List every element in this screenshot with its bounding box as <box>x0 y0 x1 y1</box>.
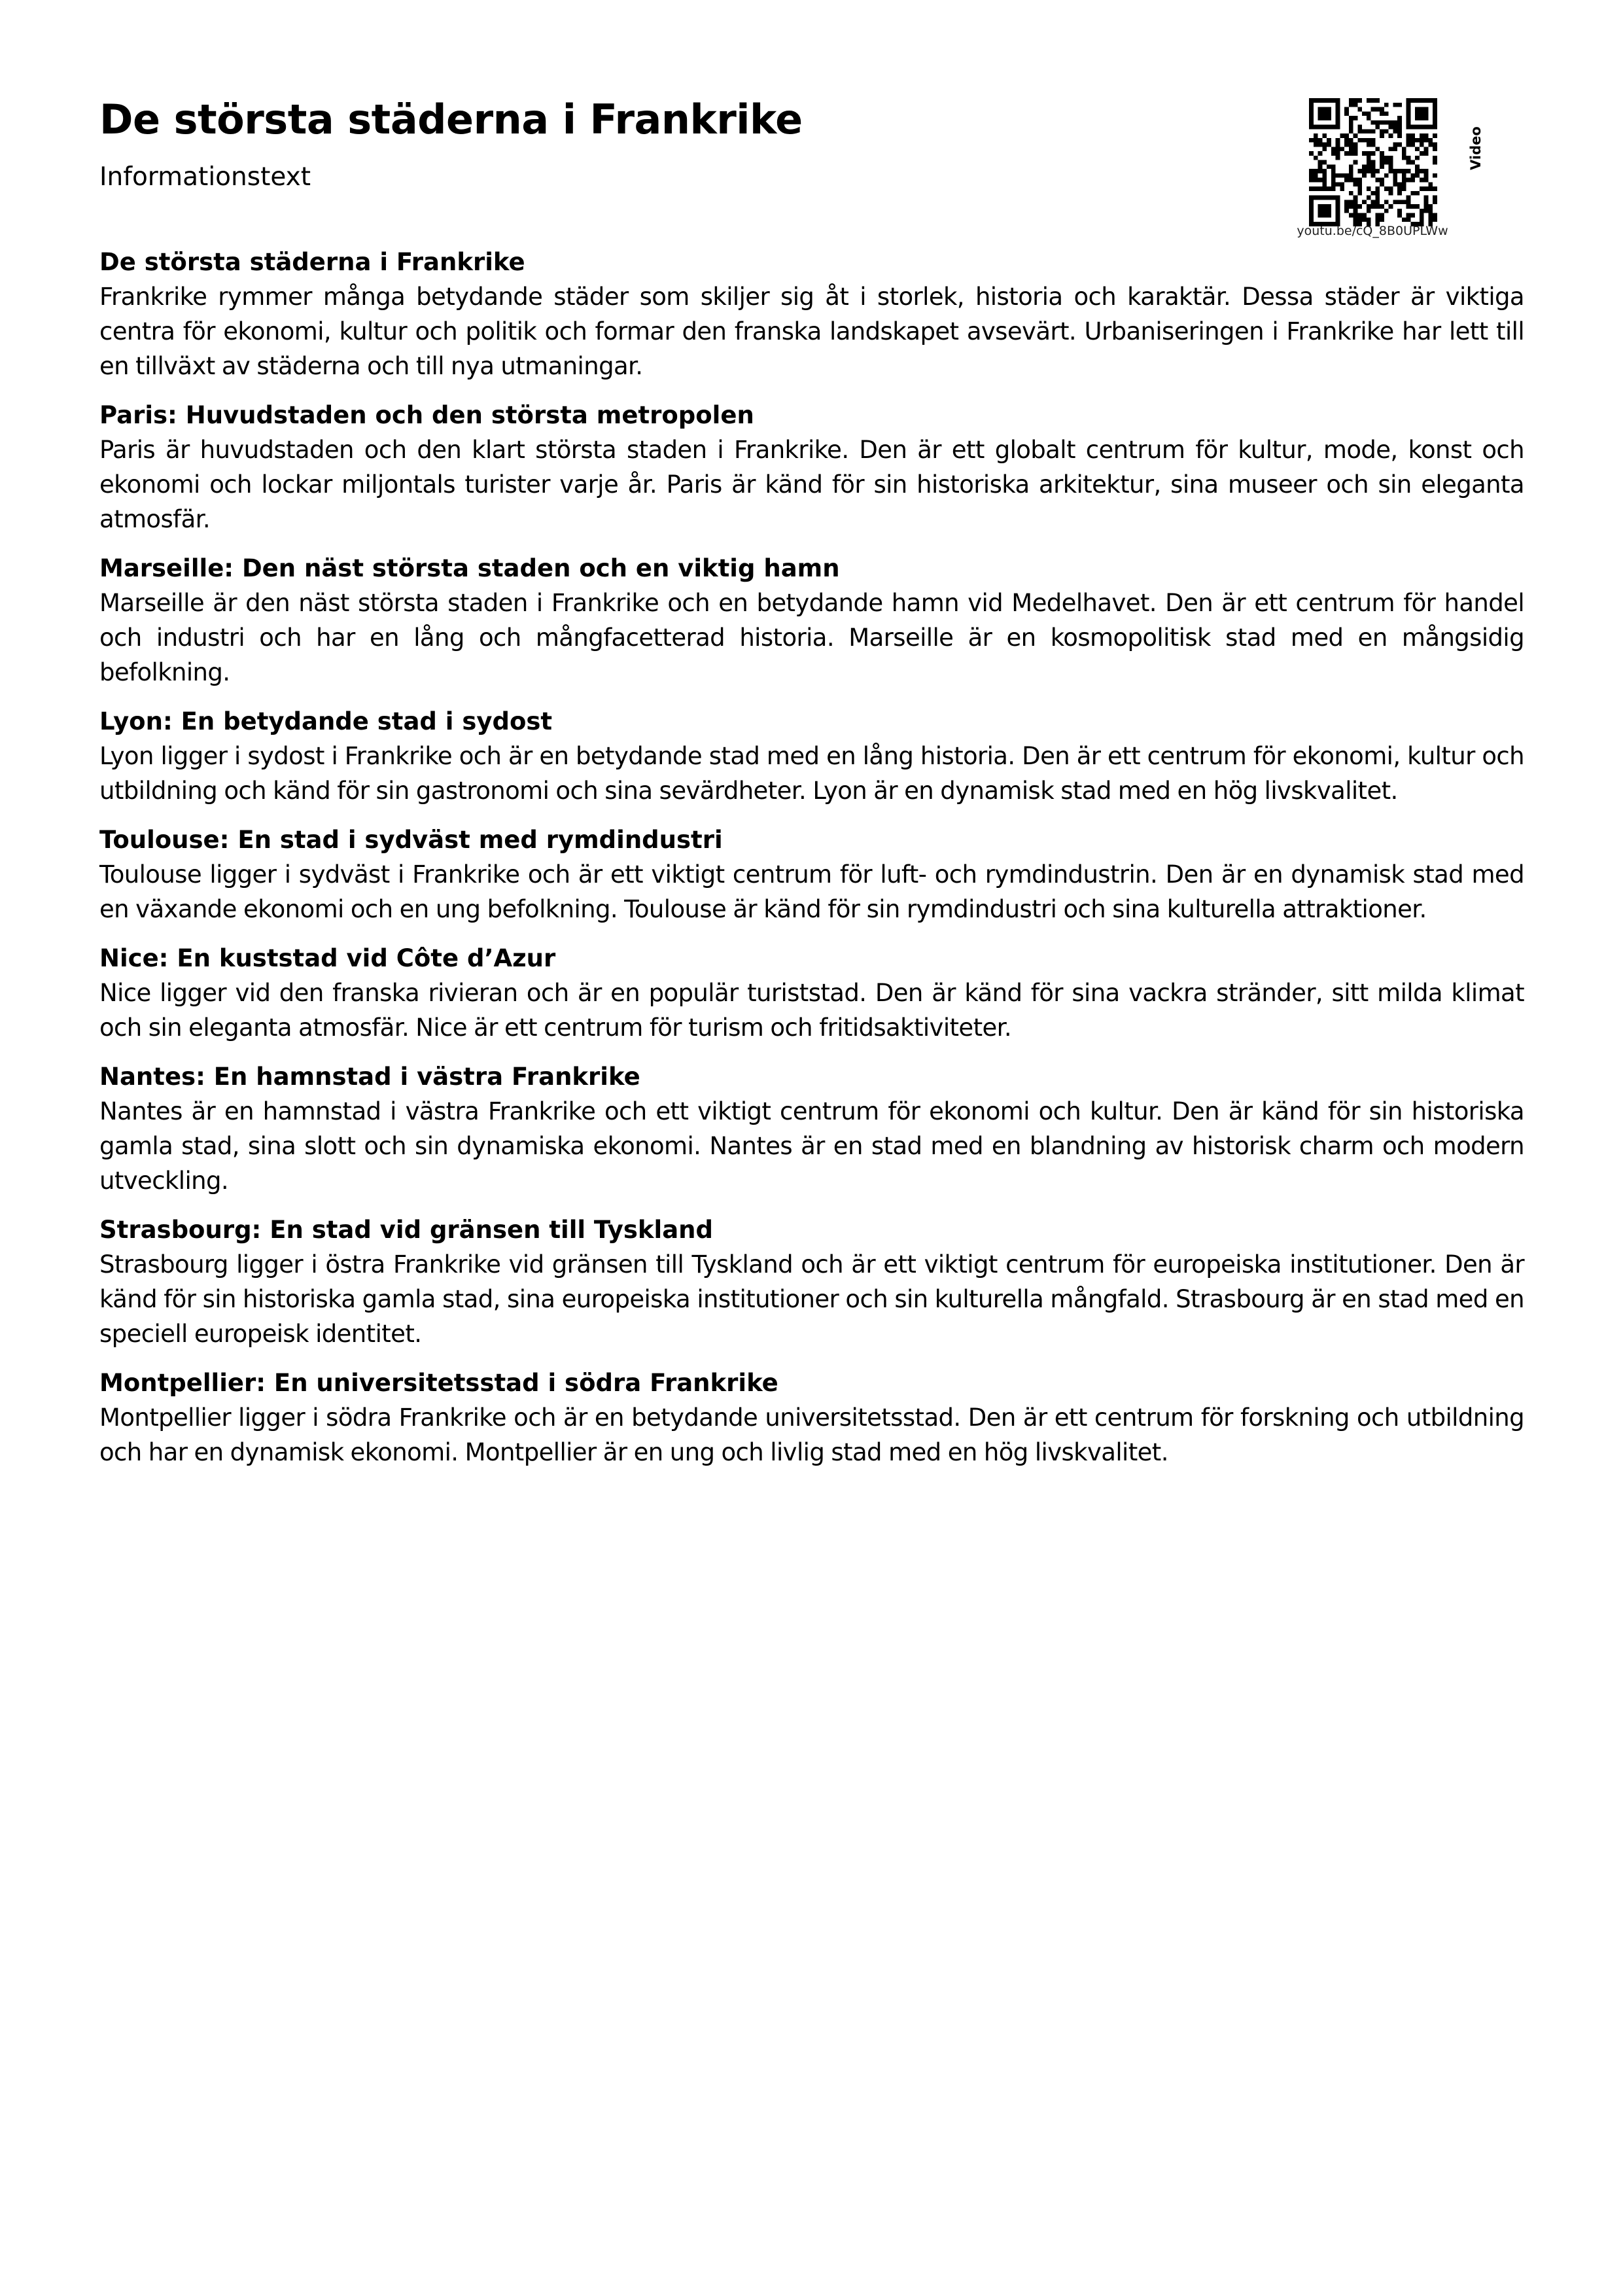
page-title: De största städerna i Frankrike <box>99 96 803 143</box>
section-heading: Montpellier: En universitetsstad i södra Frankrike <box>99 1369 778 1397</box>
page-subtitle: Informationstext <box>99 162 311 192</box>
section-body: Marseille är den näst största staden i Frankrike och en betydande hamn vid Medelhavet. Den är ett centrum för handel och industri och har en lång och mångfacetterad historia. Marseille är en kosmopolitisk stad med en mångsidig befolkning. <box>99 589 1524 686</box>
qr-video-label: Video <box>1468 126 1484 170</box>
section <box>99 1059 1524 1198</box>
qr-block[interactable] <box>1279 93 1462 243</box>
section-body: Montpellier ligger i södra Frankrike och är en betydande universitetsstad. Den är ett centrum för forskning och utbildning och har en dynamisk ekonomi. Montpellier är en ung och livlig stad med en hög livskvalitet. <box>99 1404 1524 1466</box>
section-body: Nantes är en hamnstad i västra Frankrike och ett viktigt centrum för ekonomi och kultur. Den är känd för sin historiska gamla stad, sina slott och sin dynamiska ekonomi. Nantes är en stad med en blandning av historisk charm och modern utveckling. <box>99 1097 1524 1195</box>
section <box>99 551 1524 690</box>
section <box>99 822 1524 927</box>
section <box>99 941 1524 1045</box>
article-content <box>99 245 1524 1484</box>
section-heading: Strasbourg: En stad vid gränsen till Tyskland <box>99 1216 714 1244</box>
section-heading: Nantes: En hamnstad i västra Frankrike <box>99 1063 640 1091</box>
section-heading: Lyon: En betydande stad i sydost <box>99 707 553 735</box>
section-body: Paris är huvudstaden och den klart största staden i Frankrike. Den är ett globalt centrum för kultur, mode, konst och ekonomi och lockar miljontals turister varje år. Paris är känd för sin historiska arkitektur, sina museer och sin eleganta atmosfär. <box>99 436 1524 533</box>
section <box>99 704 1524 808</box>
section-body: Nice ligger vid den franska rivieran och är en populär turiststad. Den är känd för sina vackra stränder, sitt milda klimat och sin eleganta atmosfär. Nice är ett centrum för turism och fritidsaktiviteter. <box>99 979 1524 1042</box>
section-body: Toulouse ligger i sydväst i Frankrike och är ett viktigt centrum för luft- och rymdindustrin. Den är en dynamisk stad med en växande ekonomi och en ung befolkning. Toulouse är känd för sin rymdindustri och sina kulturella attraktioner. <box>99 860 1524 923</box>
section-body: Frankrike rymmer många betydande städer som skiljer sig åt i storlek, historia och karaktär. Dessa städer är viktiga centra för ekonomi, kultur och politik och formar den franska landskapet avsevärt. Urbaniseringen i Frankrike har lett till en tillväxt av städerna och till nya utmaningar. <box>99 283 1524 380</box>
section-heading: Marseille: Den näst största staden och en viktig hamn <box>99 554 840 582</box>
section <box>99 1212 1524 1351</box>
section <box>99 245 1524 383</box>
section-heading: Toulouse: En stad i sydväst med rymdindustri <box>99 826 723 854</box>
section-heading: De största städerna i Frankrike <box>99 248 525 276</box>
section-body: Lyon ligger i sydost i Frankrike och är en betydande stad med en lång historia. Den är ett centrum för ekonomi, kultur och utbildning och känd för sin gastronomi och sina sevärdheter. Lyon är en dynamisk stad med en hög livskvalitet. <box>99 742 1524 805</box>
qr-code-icon[interactable] <box>1309 98 1437 226</box>
section-body: Strasbourg ligger i östra Frankrike vid gränsen till Tyskland och är ett viktigt centrum för europeiska institutioner. Den är känd för sin historiska gamla stad, sina europeiska institutioner och sin kulturella mångfald. Strasbourg är en stad med en speciell europeisk identitet. <box>99 1250 1524 1348</box>
section <box>99 1366 1524 1470</box>
section-heading: Nice: En kuststad vid Côte d’Azur <box>99 944 556 972</box>
section <box>99 398 1524 537</box>
section-heading: Paris: Huvudstaden och den största metropolen <box>99 401 754 429</box>
qr-url[interactable]: youtu.be/cQ_8B0UPLWw <box>1297 224 1448 238</box>
